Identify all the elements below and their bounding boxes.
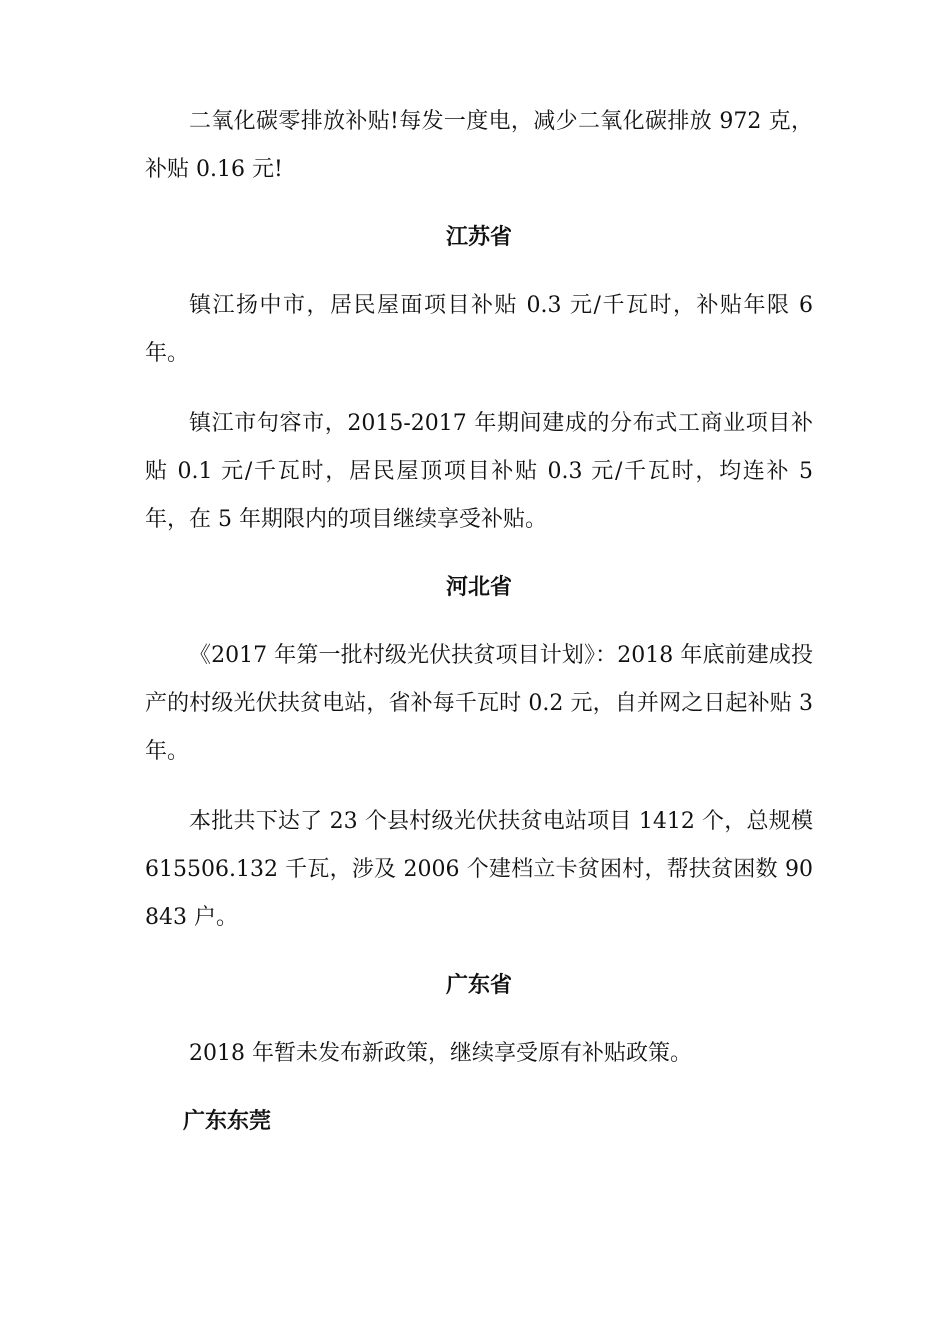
document-body xyxy=(145,98,813,1146)
paragraph-co2-subsidy: 二氧化碳零排放补贴!每发一度电，减少二氧化碳排放 972 克，补贴 0.16 元! xyxy=(145,109,813,182)
heading-guangdong: 广东省 xyxy=(445,973,512,998)
paragraph-guangdong-policy: 2018 年暂未发布新政策，继续享受原有补贴政策。 xyxy=(189,1041,692,1066)
paragraph-jurong: 镇江市句容市，2015-2017 年期间建成的分布式工商业项目补贴 0.1 元/千瓦时，居民屋顶项目补贴 0.3 元/千瓦时，均连补 5 年，在 5 年期限内的项目继续享受补贴。 xyxy=(145,411,813,532)
paragraph-hebei-batch: 本批共下达了 23 个县村级光伏扶贫电站项目 1412 个，总规模 615506.132 千瓦，涉及 2006 个建档立卡贫困村，帮扶贫困数 90843 户。 xyxy=(145,809,813,930)
paragraph-yangzhong: 镇江扬中市，居民屋面项目补贴 0.3 元/千瓦时，补贴年限 6 年。 xyxy=(145,293,813,366)
heading-dongguan: 广东东莞 xyxy=(183,1109,272,1134)
paragraph-hebei-plan: 《2017 年第一批村级光伏扶贫项目计划》：2018 年底前建成投产的村级光伏扶贫电站，省补每千瓦时 0.2 元，自并网之日起补贴 3 年。 xyxy=(145,643,813,764)
heading-hebei: 河北省 xyxy=(445,575,512,600)
heading-jiangsu: 江苏省 xyxy=(445,225,512,250)
